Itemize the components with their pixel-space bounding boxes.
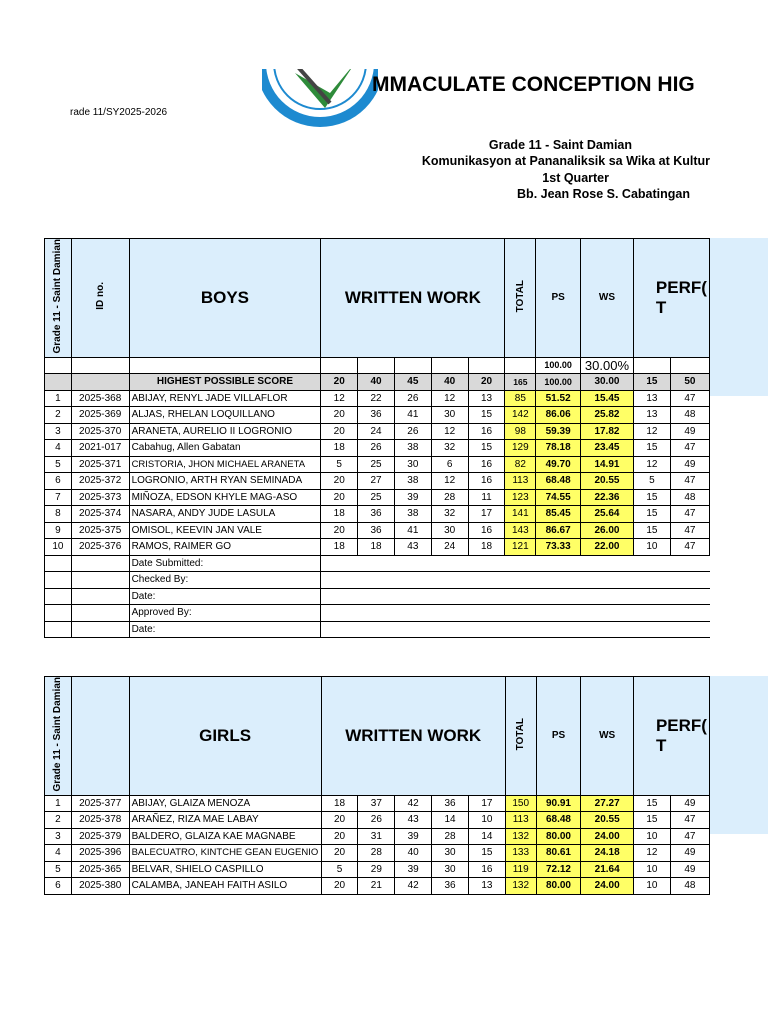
ww3-cell: 43 — [395, 812, 432, 829]
row-number-cell: 2 — [45, 407, 72, 424]
ws-cell: 17.82 — [581, 423, 634, 440]
ps-cell: 74.55 — [536, 489, 581, 506]
ww3-cell: 26 — [394, 390, 431, 407]
ps-cell: 80.00 — [536, 878, 581, 895]
ww3-cell: 26 — [394, 423, 431, 440]
pt2-cell: 47 — [670, 473, 709, 490]
school-logo — [262, 69, 378, 137]
ws-cell: 27.27 — [581, 795, 634, 812]
hps-row — [45, 374, 710, 391]
ww2-cell: 26 — [358, 440, 395, 457]
table-row — [45, 828, 710, 845]
ww4-cell: 14 — [432, 812, 469, 829]
row-number-cell: 5 — [45, 861, 72, 878]
ww2-cell: 24 — [358, 423, 395, 440]
ws-weight: 30.00% — [581, 357, 634, 374]
ww1-cell: 18 — [321, 795, 358, 812]
ww4-cell: 32 — [431, 506, 468, 523]
footer-row — [45, 605, 710, 622]
pt1-cell: 10 — [633, 828, 670, 845]
total-cell: 98 — [505, 423, 536, 440]
pt2-cell: 49 — [670, 845, 709, 862]
ww4-cell: 12 — [431, 423, 468, 440]
student-id-cell: 2025-365 — [71, 861, 129, 878]
ww2-cell: 28 — [358, 845, 395, 862]
hps-value: 40 — [358, 374, 395, 391]
student-name-cell: BALECUATRO, KINTCHE GEAN EUGENIO — [129, 845, 321, 862]
table-row — [45, 423, 710, 440]
total-cell: 132 — [505, 828, 536, 845]
pt1-cell: 12 — [633, 845, 670, 862]
ww4-cell: 30 — [431, 522, 468, 539]
ww3-cell: 42 — [395, 878, 432, 895]
header-fill — [710, 676, 768, 834]
ps-cell: 90.91 — [536, 795, 581, 812]
ww4-cell: 12 — [431, 390, 468, 407]
ww1-cell: 12 — [321, 390, 358, 407]
student-name-cell: ABIJAY, RENYL JADE VILLAFLOR — [129, 390, 321, 407]
section-title: Grade 11 - Saint Damian — [488, 138, 632, 152]
hps-value: 20 — [468, 374, 505, 391]
ws-cell: 14.91 — [581, 456, 634, 473]
ps-cell: 78.18 — [536, 440, 581, 457]
footer-row — [45, 588, 710, 605]
ww2-cell: 36 — [358, 506, 395, 523]
ps-cell: 59.39 — [536, 423, 581, 440]
ww5-cell: 11 — [468, 489, 505, 506]
ww2-cell: 36 — [358, 407, 395, 424]
ww5-cell: 13 — [468, 390, 505, 407]
ww2-cell: 26 — [358, 812, 395, 829]
ww2-cell: 37 — [358, 795, 395, 812]
student-id-cell: 2025-373 — [71, 489, 129, 506]
footer-label: Date: — [129, 621, 321, 638]
ww3-cell: 30 — [394, 456, 431, 473]
row-number-cell: 4 — [45, 845, 72, 862]
boys-table — [44, 238, 710, 638]
row-number-cell: 8 — [45, 506, 72, 523]
student-name-cell: MIÑOZA, EDSON KHYLE MAG-ASO — [129, 489, 321, 506]
row-number-cell: 5 — [45, 456, 72, 473]
ps-cell: 51.52 — [536, 390, 581, 407]
ps-cell: 80.00 — [536, 828, 581, 845]
student-id-cell: 2025-374 — [71, 506, 129, 523]
table-row — [45, 812, 710, 829]
ww2-cell: 27 — [358, 473, 395, 490]
ww4-cell: 12 — [431, 473, 468, 490]
row-number-cell: 1 — [45, 795, 72, 812]
ww2-cell: 22 — [358, 390, 395, 407]
written-work-label: WRITTEN WORK — [321, 677, 505, 796]
student-id-cell: 2025-370 — [71, 423, 129, 440]
pt2-cell: 47 — [670, 522, 709, 539]
ws-cell: 24.00 — [581, 828, 634, 845]
hps-value: 15 — [633, 374, 670, 391]
total-cell: 132 — [505, 878, 536, 895]
teacher-name: Bb. Jean Rose S. Cabatingan — [517, 187, 690, 201]
ps-cell: 49.70 — [536, 456, 581, 473]
ww3-cell: 41 — [394, 407, 431, 424]
row-number-cell: 1 — [45, 390, 72, 407]
table-row — [45, 407, 710, 424]
ww1-cell: 18 — [321, 539, 358, 556]
ww3-cell: 40 — [395, 845, 432, 862]
subject-title: Komunikasyon at Pananaliksik sa Wika at Kultur — [421, 154, 710, 168]
table-row — [45, 845, 710, 862]
ww5-cell: 15 — [468, 845, 505, 862]
ww3-cell: 41 — [394, 522, 431, 539]
header-fill — [710, 238, 768, 396]
boys-title: BOYS — [129, 239, 321, 358]
student-name-cell: RAMOS, RAIMER GO — [129, 539, 321, 556]
written-work-label: WRITTEN WORK — [321, 239, 505, 358]
ws-cell: 22.00 — [581, 539, 634, 556]
table-row — [45, 795, 710, 812]
hps-value: 50 — [670, 374, 709, 391]
ww5-cell: 15 — [468, 407, 505, 424]
ww1-cell: 20 — [321, 489, 358, 506]
footer-row — [45, 555, 710, 572]
row-number-cell: 3 — [45, 423, 72, 440]
footer-label: Checked By: — [129, 572, 321, 589]
total-cell: 85 — [505, 390, 536, 407]
student-id-cell: 2025-377 — [71, 795, 129, 812]
ww1-cell: 20 — [321, 812, 358, 829]
footer-blank — [321, 621, 710, 638]
student-name-cell: BALDERO, GLAIZA KAE MAGNABE — [129, 828, 321, 845]
ws-cell: 25.64 — [581, 506, 634, 523]
ww4-cell: 36 — [432, 878, 469, 895]
ww5-cell: 18 — [468, 539, 505, 556]
ww1-cell: 5 — [321, 861, 358, 878]
ww4-cell: 24 — [431, 539, 468, 556]
ps-cell: 72.12 — [536, 861, 581, 878]
ww4-cell: 28 — [432, 828, 469, 845]
girls-header-row — [45, 677, 710, 796]
pt1-cell: 5 — [633, 473, 670, 490]
girls-title: GIRLS — [129, 677, 321, 796]
pt1-cell: 10 — [633, 539, 670, 556]
table-row — [45, 878, 710, 895]
pt2-cell: 47 — [670, 440, 709, 457]
ww5-cell: 16 — [468, 456, 505, 473]
table-row — [45, 440, 710, 457]
ww4-cell: 30 — [432, 861, 469, 878]
student-name-cell: LOGRONIO, ARTH RYAN SEMINADA — [129, 473, 321, 490]
table-row — [45, 456, 710, 473]
pt2-cell: 48 — [670, 489, 709, 506]
pt1-cell: 13 — [633, 407, 670, 424]
ww3-cell: 39 — [395, 861, 432, 878]
ps-cell: 85.45 — [536, 506, 581, 523]
ww2-cell: 36 — [358, 522, 395, 539]
boys-header-row — [45, 239, 710, 358]
pt1-cell: 15 — [633, 506, 670, 523]
total-cell: 129 — [505, 440, 536, 457]
ws-cell: 22.36 — [581, 489, 634, 506]
student-id-cell: 2025-380 — [71, 878, 129, 895]
ww5-cell: 14 — [468, 828, 505, 845]
ww3-cell: 38 — [394, 440, 431, 457]
row-number-cell: 2 — [45, 812, 72, 829]
ww3-cell: 39 — [395, 828, 432, 845]
ws-label: WS — [581, 239, 634, 358]
pt1-cell: 13 — [633, 390, 670, 407]
ps-cell: 68.48 — [536, 473, 581, 490]
total-cell: 82 — [505, 456, 536, 473]
footer-label: Date Submitted: — [129, 555, 321, 572]
student-id-cell: 2021-017 — [71, 440, 129, 457]
pt1-cell: 15 — [633, 795, 670, 812]
school-name: MMACULATE CONCEPTION HIG — [372, 73, 695, 96]
ww1-cell: 20 — [321, 407, 358, 424]
ws-cell: 23.45 — [581, 440, 634, 457]
pt1-cell: 10 — [633, 878, 670, 895]
ps-cell: 80.61 — [536, 845, 581, 862]
pt2-cell: 47 — [670, 828, 709, 845]
ww1-cell: 18 — [321, 506, 358, 523]
footer-blank — [321, 555, 710, 572]
ps-cell: 68.48 — [536, 812, 581, 829]
footer-row — [45, 621, 710, 638]
ww2-cell: 31 — [358, 828, 395, 845]
total-cell: 113 — [505, 473, 536, 490]
ws-cell: 15.45 — [581, 390, 634, 407]
row-number-cell: 4 — [45, 440, 72, 457]
total-cell: 141 — [505, 506, 536, 523]
ps-label: PS — [536, 677, 581, 796]
hps-value: 30.00 — [581, 374, 634, 391]
pt2-cell: 48 — [670, 407, 709, 424]
ws-cell: 25.82 — [581, 407, 634, 424]
total-cell: 119 — [505, 861, 536, 878]
ww5-cell: 16 — [468, 861, 505, 878]
table-row — [45, 390, 710, 407]
hps-value: 20 — [321, 374, 358, 391]
student-name-cell: OMISOL, KEEVIN JAN VALE — [129, 522, 321, 539]
ww1-cell: 20 — [321, 878, 358, 895]
hps-value: 165 — [505, 374, 536, 391]
ww4-cell: 30 — [432, 845, 469, 862]
table-row — [45, 861, 710, 878]
footer-blank — [321, 605, 710, 622]
ww3-cell: 38 — [394, 473, 431, 490]
student-name-cell: Cabahug, Allen Gabatan — [129, 440, 321, 457]
total-label: TOTAL — [514, 280, 526, 313]
weights-row — [45, 357, 710, 374]
pt1-cell: 15 — [633, 440, 670, 457]
ww2-cell: 21 — [358, 878, 395, 895]
side-label: Grade 11 - Saint Damian — [52, 239, 64, 354]
pt2-cell: 49 — [670, 423, 709, 440]
row-number-cell: 3 — [45, 828, 72, 845]
grade-school-year: rade 11/SY2025-2026 — [70, 107, 168, 118]
pt1-cell: 15 — [633, 522, 670, 539]
ww4-cell: 6 — [431, 456, 468, 473]
ww2-cell: 18 — [358, 539, 395, 556]
hps-label: HIGHEST POSSIBLE SCORE — [129, 374, 321, 391]
table-row — [45, 473, 710, 490]
ww5-cell: 16 — [468, 473, 505, 490]
pt1-cell: 15 — [633, 812, 670, 829]
ws-cell: 26.00 — [581, 522, 634, 539]
student-name-cell: CALAMBA, JANEAH FAITH ASILO — [129, 878, 321, 895]
ww4-cell: 36 — [432, 795, 469, 812]
table-row — [45, 489, 710, 506]
ww3-cell: 42 — [395, 795, 432, 812]
ww1-cell: 20 — [321, 828, 358, 845]
ww5-cell: 16 — [468, 423, 505, 440]
ws-cell: 20.55 — [581, 812, 634, 829]
pt2-cell: 49 — [670, 456, 709, 473]
total-cell: 133 — [505, 845, 536, 862]
table-row — [45, 522, 710, 539]
total-cell: 121 — [505, 539, 536, 556]
pt2-cell: 47 — [670, 812, 709, 829]
ww4-cell: 28 — [431, 489, 468, 506]
total-cell: 150 — [505, 795, 536, 812]
student-id-cell: 2025-371 — [71, 456, 129, 473]
ww4-cell: 32 — [431, 440, 468, 457]
total-cell: 113 — [505, 812, 536, 829]
student-name-cell: BELVAR, SHIELO CASPILLO — [129, 861, 321, 878]
pt2-cell: 47 — [670, 539, 709, 556]
pt2-cell: 49 — [670, 795, 709, 812]
student-name-cell: ALJAS, RHELAN LOQUILLANO — [129, 407, 321, 424]
total-cell: 142 — [505, 407, 536, 424]
student-id-cell: 2025-375 — [71, 522, 129, 539]
ps-cell: 73.33 — [536, 539, 581, 556]
ww5-cell: 16 — [468, 522, 505, 539]
ww3-cell: 43 — [394, 539, 431, 556]
hps-value: 45 — [394, 374, 431, 391]
ww4-cell: 30 — [431, 407, 468, 424]
pt2-cell: 47 — [670, 390, 709, 407]
ws-cell: 24.18 — [581, 845, 634, 862]
ww2-cell: 25 — [358, 489, 395, 506]
ww5-cell: 13 — [468, 878, 505, 895]
ws-cell: 20.55 — [581, 473, 634, 490]
ww5-cell: 17 — [468, 795, 505, 812]
pt2-cell: 49 — [670, 861, 709, 878]
ww3-cell: 38 — [394, 506, 431, 523]
ps-max: 100.00 — [536, 357, 581, 374]
table-row — [45, 539, 710, 556]
hps-value: 40 — [431, 374, 468, 391]
student-id-cell: 2025-372 — [71, 473, 129, 490]
ww1-cell: 20 — [321, 845, 358, 862]
student-id-cell: 2025-376 — [71, 539, 129, 556]
ww5-cell: 15 — [468, 440, 505, 457]
row-number-cell: 6 — [45, 878, 72, 895]
student-name-cell: ARANETA, AURELIO II LOGRONIO — [129, 423, 321, 440]
pt2-cell: 48 — [670, 878, 709, 895]
performance-label: PERF( T — [633, 677, 709, 796]
ww1-cell: 20 — [321, 522, 358, 539]
quarter-title: 1st Quarter — [542, 171, 609, 185]
side-label: Grade 11 - Saint Damian — [52, 677, 64, 792]
pt1-cell: 10 — [633, 861, 670, 878]
hps-value: 100.00 — [536, 374, 581, 391]
ww1-cell: 18 — [321, 440, 358, 457]
footer-label: Approved By: — [129, 605, 321, 622]
ww1-cell: 20 — [321, 473, 358, 490]
ps-label: PS — [536, 239, 581, 358]
ww3-cell: 39 — [394, 489, 431, 506]
ww2-cell: 25 — [358, 456, 395, 473]
total-cell: 143 — [505, 522, 536, 539]
footer-blank — [321, 588, 710, 605]
ww1-cell: 20 — [321, 423, 358, 440]
ww2-cell: 29 — [358, 861, 395, 878]
performance-label: PERF( T — [633, 239, 709, 358]
row-number-cell: 7 — [45, 489, 72, 506]
ps-cell: 86.67 — [536, 522, 581, 539]
ww5-cell: 17 — [468, 506, 505, 523]
total-label: TOTAL — [515, 718, 527, 751]
ww5-cell: 10 — [468, 812, 505, 829]
ww1-cell: 5 — [321, 456, 358, 473]
table-row — [45, 506, 710, 523]
student-id-cell: 2025-369 — [71, 407, 129, 424]
student-id-cell: 2025-379 — [71, 828, 129, 845]
row-number-cell: 6 — [45, 473, 72, 490]
id-label: ID no. — [94, 282, 106, 311]
girls-table — [44, 676, 710, 895]
ws-cell: 21.64 — [581, 861, 634, 878]
student-id-cell: 2025-378 — [71, 812, 129, 829]
total-cell: 123 — [505, 489, 536, 506]
ws-cell: 24.00 — [581, 878, 634, 895]
row-number-cell: 9 — [45, 522, 72, 539]
pt2-cell: 47 — [670, 506, 709, 523]
pt1-cell: 12 — [633, 456, 670, 473]
student-id-cell: 2025-368 — [71, 390, 129, 407]
footer-row — [45, 572, 710, 589]
footer-label: Date: — [129, 588, 321, 605]
student-name-cell: NASARA, ANDY JUDE LASULA — [129, 506, 321, 523]
pt1-cell: 15 — [633, 489, 670, 506]
pt1-cell: 12 — [633, 423, 670, 440]
row-number-cell: 10 — [45, 539, 72, 556]
student-id-cell: 2025-396 — [71, 845, 129, 862]
footer-blank — [321, 572, 710, 589]
student-name-cell: ARAÑEZ, RIZA MAE LABAY — [129, 812, 321, 829]
student-name-cell: ABIJAY, GLAIZA MENOZA — [129, 795, 321, 812]
ws-label: WS — [581, 677, 634, 796]
ps-cell: 86.06 — [536, 407, 581, 424]
student-name-cell: CRISTORIA, JHON MICHAEL ARANETA — [129, 456, 321, 473]
